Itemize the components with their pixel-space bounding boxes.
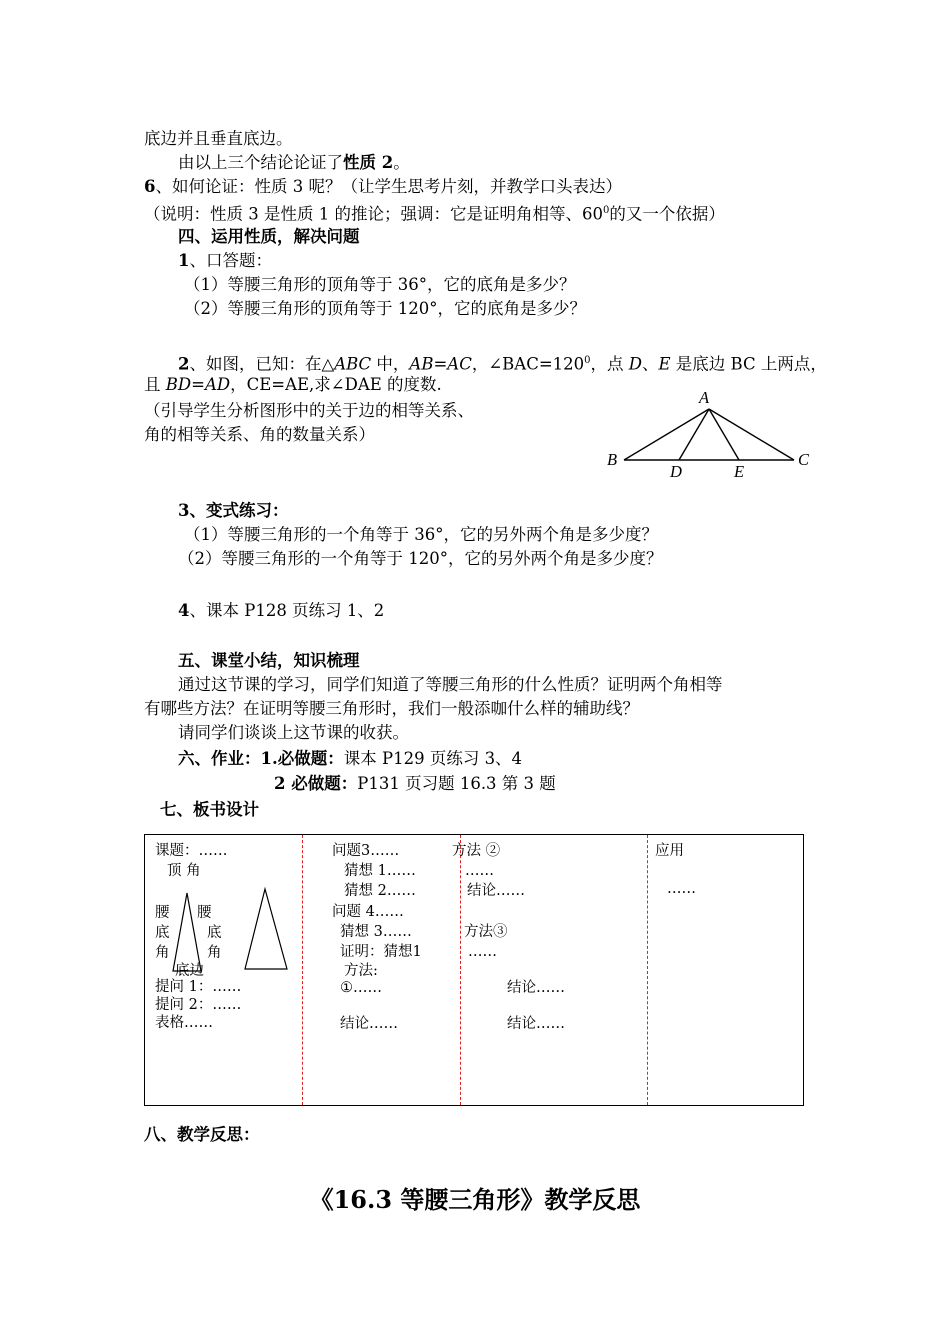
board-dots: …… [465, 863, 494, 879]
variation-heading [178, 500, 288, 522]
board-design-table [144, 834, 804, 1106]
text: 。 [393, 153, 410, 172]
text: （1）等腰三角形的一个角等于 36°，它的另外两个角是多少度？ [184, 525, 658, 544]
board-proof: 证明：猜想1 [340, 944, 422, 960]
label-e: E [734, 462, 745, 481]
text: 中， [371, 354, 410, 374]
guide-line-2 [144, 424, 375, 446]
column-divider [647, 835, 648, 1105]
text: 由以上三个结论论证了 [178, 153, 343, 172]
text: 五、课堂小结，知识梳理 [178, 651, 360, 670]
board-method: 方法: [344, 963, 378, 979]
board-angle-right: 角 [207, 945, 222, 961]
text: ，∠BAC=120 [471, 354, 585, 374]
text: ，点 [590, 354, 629, 374]
item-number: 2 [178, 354, 190, 374]
board-angle-left: 角 [155, 945, 170, 961]
text: 、变式练习： [189, 501, 289, 520]
text: （2）等腰三角形的顶角等于 120°，它的底角是多少？ [184, 299, 586, 318]
italic-text: ABC [334, 354, 372, 374]
board-leg-left: 腰 [155, 905, 170, 921]
item-number: 3 [178, 501, 190, 520]
line-base-perpendicular [144, 128, 293, 150]
text: 四、运用性质，解决问题 [178, 227, 360, 246]
italic-text: AD [204, 375, 231, 394]
label-c: C [798, 450, 810, 469]
homework-line-2 [274, 773, 556, 795]
board-leg-right: 腰 [197, 905, 212, 921]
board-base-left: 底 [155, 925, 170, 941]
board-question-1: 提问 1：…… [155, 979, 242, 995]
board-method-2: 方法 ② [452, 843, 501, 859]
board-table: 表格…… [155, 1015, 213, 1031]
label-b: B [607, 450, 618, 469]
text: 课本 P129 页练习 3、4 [343, 749, 523, 768]
board-guess-1: 猜想 1…… [344, 863, 416, 879]
section6-heading: 六、作业： [178, 749, 261, 768]
text: 通过这节课的学习，同学们知道了等腰三角形的什么性质？证明两个角相等 [178, 675, 723, 694]
reflection-title: 《16.3 等腰三角形》教学反思 [309, 1185, 641, 1214]
bold-text: 2 必做题： [274, 774, 358, 793]
triangle-figure [600, 385, 820, 485]
board-guess-2: 猜想 2…… [344, 883, 416, 899]
board-question-2: 提问 2：…… [155, 997, 242, 1013]
column-divider [460, 835, 461, 1105]
text: 角的相等关系、角的数量关系） [144, 425, 375, 444]
segment-ae [709, 409, 739, 460]
section4-heading [178, 226, 360, 248]
item-number: 4 [178, 601, 190, 620]
isosceles-triangle-icon [245, 889, 287, 969]
superscript: 0 [584, 355, 591, 366]
text: （说明：性质 3 是性质 1 的推论；强调：它是证明角相等、60 [144, 204, 603, 224]
text: （引导学生分析图形中的关于边的相等关系、 [144, 401, 474, 420]
problem2-line2 [144, 374, 442, 396]
segment-ad [679, 409, 709, 460]
label-a: A [699, 388, 710, 407]
guide-line-1 [144, 400, 474, 422]
text: 、课本 P128 页练习 1、2 [189, 601, 385, 620]
section8-heading [144, 1124, 260, 1146]
variation-question-2 [178, 548, 663, 570]
text: 八、教学反思： [144, 1125, 260, 1144]
board-application: 应用 [655, 843, 684, 859]
board-dots: …… [667, 881, 696, 897]
homework-line-1 [178, 748, 522, 770]
board-base-right: 底 [207, 925, 222, 941]
text: 、 [642, 354, 659, 374]
text: = [433, 354, 448, 374]
board-triangles [165, 885, 295, 975]
italic-text: AC [447, 354, 472, 374]
problem2-line1 [178, 350, 827, 376]
text: （2）等腰三角形的一个角等于 120°，它的另外两个角是多少度？ [178, 549, 663, 568]
text: ，CE=AE,求∠DAE 的度数. [230, 375, 442, 394]
text: = [191, 375, 205, 394]
segment-ac [709, 409, 794, 460]
text: 底边并且垂直底边。 [144, 129, 293, 148]
variation-question-1 [184, 524, 658, 546]
board-conclusion: 结论…… [340, 1016, 398, 1032]
italic-text: AB [409, 354, 434, 374]
summary-line-3 [178, 722, 409, 744]
text: 的又一个依据） [609, 204, 725, 224]
label-d: D [670, 462, 682, 481]
board-conclusion: 结论…… [507, 1016, 565, 1032]
oral-heading [178, 250, 272, 272]
exercise4 [178, 600, 384, 622]
text: 七、板书设计 [160, 800, 259, 819]
text: 是底边 BC 上两点， [670, 354, 827, 374]
superscript: 0 [602, 205, 610, 216]
segment-ab [624, 409, 709, 460]
oral-question-2 [184, 298, 586, 320]
italic-text: D [628, 354, 643, 374]
summary-line-2 [144, 698, 639, 720]
item-number: 6 [144, 177, 156, 196]
item-number: 1 [178, 251, 190, 270]
text: 、如图，已知：在△ [189, 354, 335, 374]
text: （1）等腰三角形的顶角等于 36°，它的底角是多少？ [184, 275, 576, 294]
line-property2-proved [178, 152, 410, 174]
line-explanation [144, 200, 725, 226]
board-vertex-angle: 顶 角 [167, 863, 201, 879]
board-method-1: ①…… [340, 980, 382, 996]
board-guess-3: 猜想 3…… [340, 924, 412, 940]
text: 、口答题： [189, 251, 272, 270]
summary-line-1 [178, 674, 723, 696]
board-dots: …… [468, 944, 497, 960]
italic-text: BD [165, 375, 192, 394]
board-conclusion: 结论…… [507, 980, 565, 996]
board-problem-3: 问题3…… [332, 843, 400, 859]
bold-text: 性质 2 [343, 153, 394, 172]
text: P131 页习题 16.3 第 3 题 [357, 774, 556, 793]
board-base-edge: 底边 [175, 963, 204, 979]
isosceles-triangle-icon [173, 893, 201, 971]
board-method-3: 方法③ [464, 924, 508, 940]
text: 请同学们谈谈上这节课的收获。 [178, 723, 409, 742]
text: 有哪些方法？在证明等腰三角形时，我们一般添咖什么样的辅助线？ [144, 699, 639, 718]
board-topic: 课题：…… [155, 843, 228, 859]
section7-heading [160, 799, 259, 821]
oral-question-1 [184, 274, 576, 296]
italic-text: E [658, 354, 671, 374]
board-conclusion: 结论…… [467, 883, 525, 899]
line-item6 [144, 176, 622, 198]
text: 、如何论证：性质 3 呢？（让学生思考片刻，并教学口头表达） [155, 177, 622, 196]
section5-heading [178, 650, 360, 672]
board-problem-4: 问题 4…… [332, 904, 404, 920]
column-divider [302, 835, 303, 1105]
bold-text: 1.必做题： [260, 749, 344, 768]
text: 且 [144, 375, 166, 394]
figure-lines [624, 409, 794, 460]
